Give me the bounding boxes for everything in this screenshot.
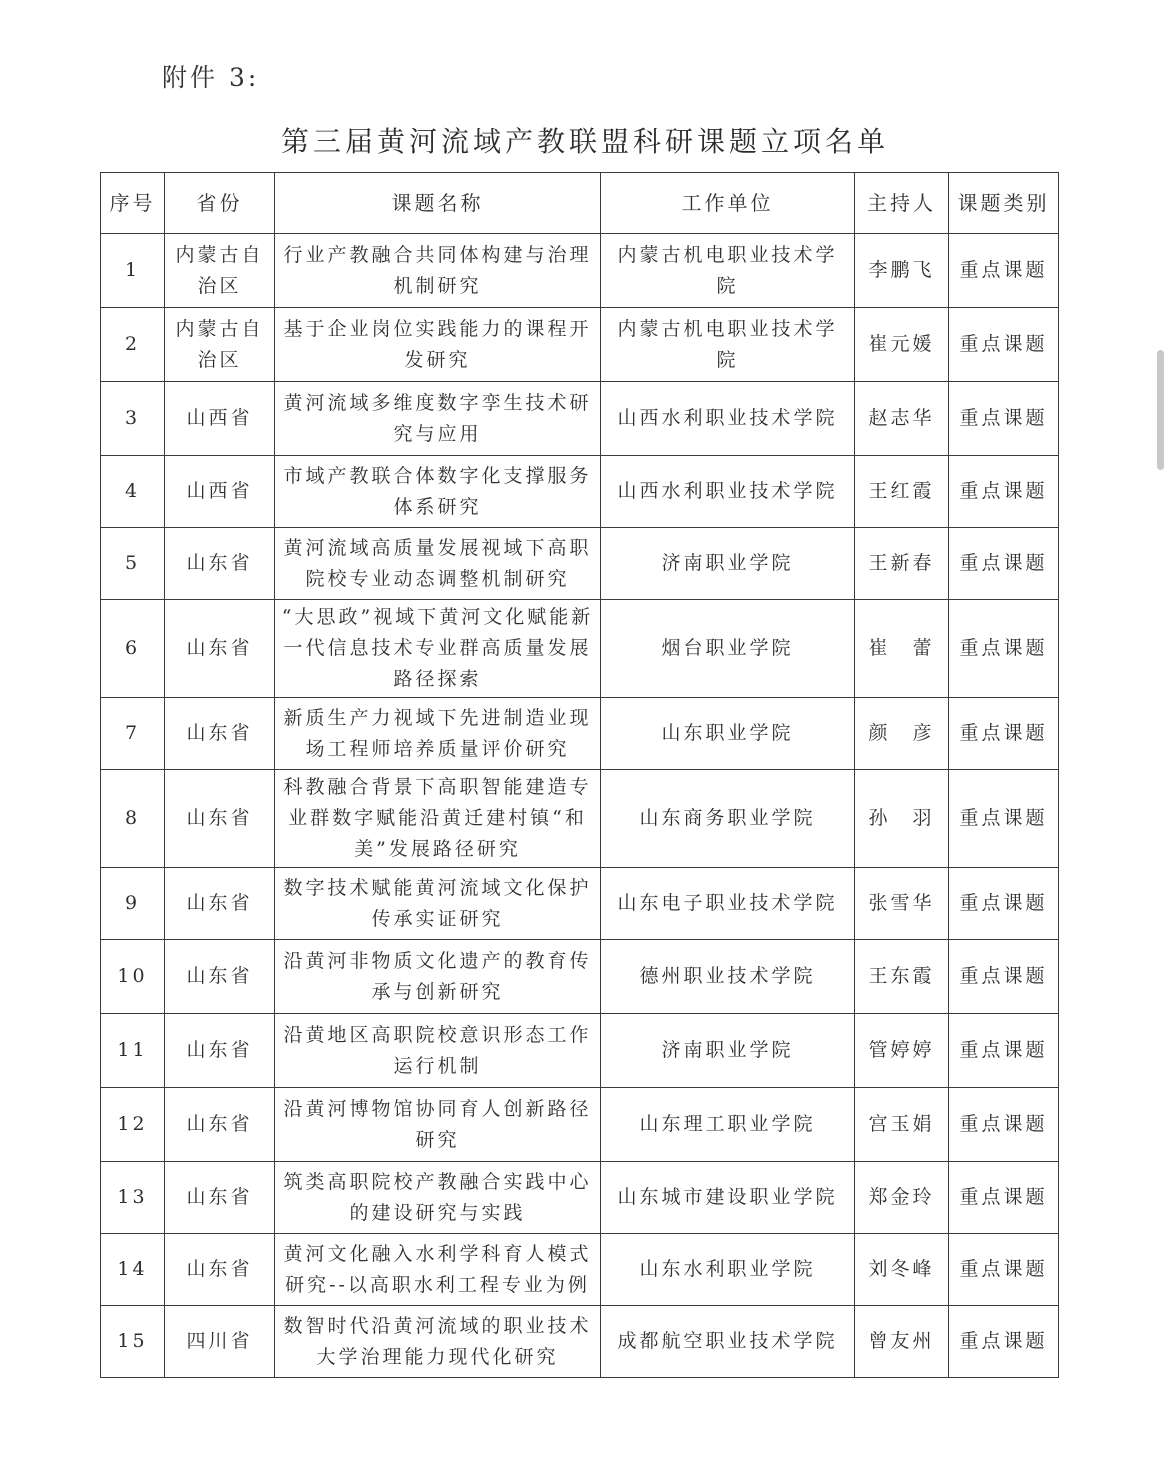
cell-index: 1	[101, 234, 165, 308]
cell-host: 刘冬峰	[855, 1234, 949, 1306]
table-row	[101, 1234, 1059, 1306]
header-row	[101, 173, 1059, 234]
cell-index: 14	[101, 1234, 165, 1306]
header-institution: 工作单位	[601, 173, 855, 234]
cell-institution: 山东电子职业技术学院	[601, 868, 855, 940]
cell-index: 7	[101, 698, 165, 770]
cell-index: 4	[101, 456, 165, 528]
header-province: 省份	[165, 173, 275, 234]
cell-institution: 内蒙古机电职业技术学院	[601, 308, 855, 382]
cell-host: 崔元媛	[855, 308, 949, 382]
cell-host: 李鹏飞	[855, 234, 949, 308]
header-host: 主持人	[855, 173, 949, 234]
table-row	[101, 1306, 1059, 1378]
cell-project-name: 市域产教联合体数字化支撑服务体系研究	[275, 456, 601, 528]
cell-province: 四川省	[165, 1306, 275, 1378]
cell-province: 山东省	[165, 1014, 275, 1088]
cell-project-name: 科教融合背景下高职智能建造专业群数字赋能沿黄迁建村镇“和美”发展路径研究	[275, 770, 601, 868]
table-row	[101, 234, 1059, 308]
table-row	[101, 456, 1059, 528]
cell-province: 山东省	[165, 868, 275, 940]
cell-institution: 山东城市建设职业学院	[601, 1162, 855, 1234]
cell-province: 山东省	[165, 940, 275, 1014]
cell-project-name: 新质生产力视域下先进制造业现场工程师培养质量评价研究	[275, 698, 601, 770]
cell-index: 12	[101, 1088, 165, 1162]
cell-project-name: 数字技术赋能黄河流域文化保护传承实证研究	[275, 868, 601, 940]
cell-category: 重点课题	[949, 1234, 1059, 1306]
cell-province: 内蒙古自治区	[165, 234, 275, 308]
cell-category: 重点课题	[949, 234, 1059, 308]
attachment-label: 附件 3:	[162, 63, 260, 92]
cell-category: 重点课题	[949, 770, 1059, 868]
cell-host: 赵志华	[855, 382, 949, 456]
cell-host: 孙 羽	[855, 770, 949, 868]
cell-category: 重点课题	[949, 1306, 1059, 1378]
cell-host: 宫玉娟	[855, 1088, 949, 1162]
cell-province: 山东省	[165, 698, 275, 770]
cell-institution: 山东商务职业学院	[601, 770, 855, 868]
cell-host: 管婷婷	[855, 1014, 949, 1088]
table-row	[101, 1014, 1059, 1088]
header-index: 序号	[101, 173, 165, 234]
cell-project-name: 行业产教融合共同体构建与治理机制研究	[275, 234, 601, 308]
cell-host: 郑金玲	[855, 1162, 949, 1234]
table-row	[101, 600, 1059, 698]
cell-index: 10	[101, 940, 165, 1014]
cell-category: 重点课题	[949, 600, 1059, 698]
cell-province: 山西省	[165, 456, 275, 528]
cell-category: 重点课题	[949, 308, 1059, 382]
cell-project-name: 沿黄河博物馆协同育人创新路径研究	[275, 1088, 601, 1162]
cell-institution: 济南职业学院	[601, 1014, 855, 1088]
cell-institution: 山东水利职业学院	[601, 1234, 855, 1306]
cell-province: 山西省	[165, 382, 275, 456]
cell-index: 13	[101, 1162, 165, 1234]
table-header	[101, 173, 1059, 234]
cell-institution: 山东职业学院	[601, 698, 855, 770]
cell-index: 15	[101, 1306, 165, 1378]
table-row	[101, 698, 1059, 770]
cell-category: 重点课题	[949, 528, 1059, 600]
cell-institution: 山东理工职业学院	[601, 1088, 855, 1162]
cell-host: 张雪华	[855, 868, 949, 940]
cell-project-name: 数智时代沿黄河流域的职业技术大学治理能力现代化研究	[275, 1306, 601, 1378]
cell-province: 山东省	[165, 1234, 275, 1306]
cell-project-name: 黄河文化融入水利学科育人模式研究--以高职水利工程专业为例	[275, 1234, 601, 1306]
table-body	[101, 234, 1059, 1378]
cell-province: 山东省	[165, 1088, 275, 1162]
cell-host: 颜 彦	[855, 698, 949, 770]
cell-host: 王新春	[855, 528, 949, 600]
cell-institution: 山西水利职业技术学院	[601, 456, 855, 528]
cell-index: 6	[101, 600, 165, 698]
cell-project-name: 沿黄地区高职院校意识形态工作运行机制	[275, 1014, 601, 1088]
cell-project-name: 基于企业岗位实践能力的课程开发研究	[275, 308, 601, 382]
cell-project-name: 黄河流域高质量发展视域下高职院校专业动态调整机制研究	[275, 528, 601, 600]
cell-province: 山东省	[165, 528, 275, 600]
cell-category: 重点课题	[949, 940, 1059, 1014]
cell-category: 重点课题	[949, 1162, 1059, 1234]
table-row	[101, 770, 1059, 868]
scrollbar-thumb[interactable]	[1157, 350, 1164, 470]
cell-index: 9	[101, 868, 165, 940]
header-category: 课题类别	[949, 173, 1059, 234]
cell-project-name: 黄河流域多维度数字孪生技术研究与应用	[275, 382, 601, 456]
cell-host: 崔 蕾	[855, 600, 949, 698]
cell-index: 8	[101, 770, 165, 868]
cell-project-name: 沿黄河非物质文化遗产的教育传承与创新研究	[275, 940, 601, 1014]
table-row	[101, 940, 1059, 1014]
cell-institution: 济南职业学院	[601, 528, 855, 600]
cell-index: 5	[101, 528, 165, 600]
cell-institution: 内蒙古机电职业技术学院	[601, 234, 855, 308]
cell-project-name: “大思政”视域下黄河文化赋能新一代信息技术专业群高质量发展路径探索	[275, 600, 601, 698]
document-title: 第三届黄河流域产教联盟科研课题立项名单	[280, 125, 889, 158]
cell-project-name: 筑类高职院校产教融合实践中心的建设研究与实践	[275, 1162, 601, 1234]
table-row	[101, 868, 1059, 940]
table-row	[101, 1162, 1059, 1234]
table-row	[101, 528, 1059, 600]
cell-category: 重点课题	[949, 698, 1059, 770]
cell-index: 2	[101, 308, 165, 382]
cell-institution: 烟台职业学院	[601, 600, 855, 698]
cell-province: 山东省	[165, 770, 275, 868]
project-list-table	[100, 172, 1059, 1378]
cell-category: 重点课题	[949, 1088, 1059, 1162]
cell-category: 重点课题	[949, 1014, 1059, 1088]
table-row	[101, 1088, 1059, 1162]
cell-category: 重点课题	[949, 868, 1059, 940]
cell-institution: 山西水利职业技术学院	[601, 382, 855, 456]
cell-province: 内蒙古自治区	[165, 308, 275, 382]
cell-host: 曾友州	[855, 1306, 949, 1378]
cell-province: 山东省	[165, 600, 275, 698]
cell-host: 王红霞	[855, 456, 949, 528]
cell-index: 3	[101, 382, 165, 456]
cell-category: 重点课题	[949, 456, 1059, 528]
cell-host: 王东霞	[855, 940, 949, 1014]
table-row	[101, 382, 1059, 456]
cell-province: 山东省	[165, 1162, 275, 1234]
header-project-name: 课题名称	[275, 173, 601, 234]
table-row	[101, 308, 1059, 382]
cell-category: 重点课题	[949, 382, 1059, 456]
cell-institution: 德州职业技术学院	[601, 940, 855, 1014]
cell-institution: 成都航空职业技术学院	[601, 1306, 855, 1378]
cell-index: 11	[101, 1014, 165, 1088]
